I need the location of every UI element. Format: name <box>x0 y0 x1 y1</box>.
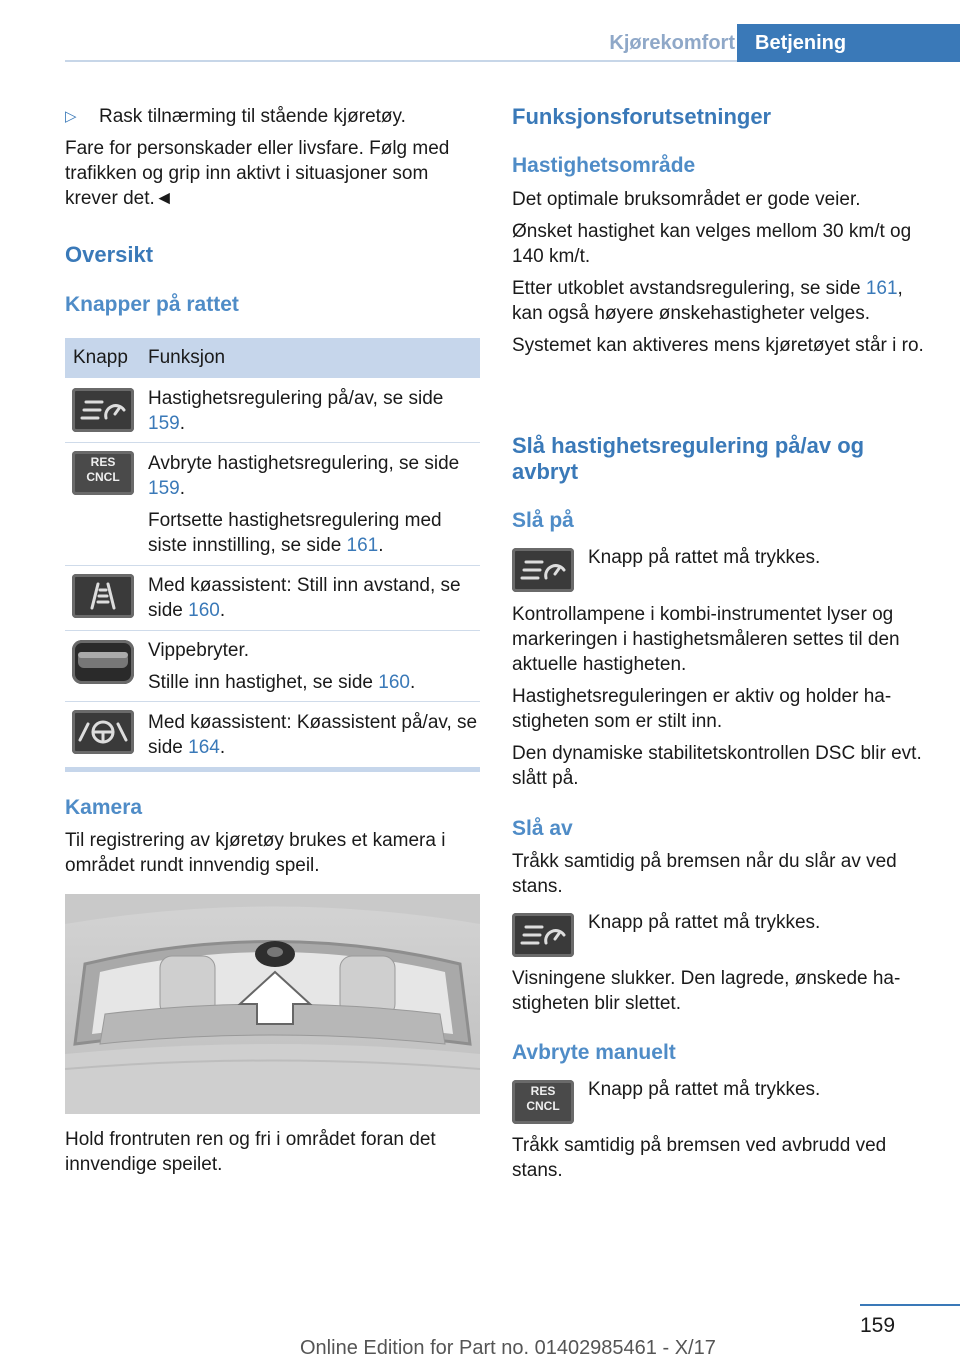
press-instruction: Knapp på rattet må trykkes. <box>588 1079 821 1100</box>
press-instruction: Knapp på rattet må trykkes. <box>588 547 821 568</box>
page-number: 159 <box>860 1314 896 1337</box>
kamera-body: Til registrering av kjøretøy brukes et kamera i området rundt innvendig speil. <box>65 830 446 876</box>
row-divider <box>65 565 480 566</box>
paragraph: Ønsket hastighet kan velges mellom 30 km/t og 140 km/t. <box>512 221 912 267</box>
row-divider <box>65 701 480 702</box>
page-link[interactable]: 164 <box>188 737 220 758</box>
table-row: Hastighetsregulering på/av, se side 159. <box>148 388 444 434</box>
table-row: Med køassistent: Still inn avstand, se side 160. <box>148 575 461 621</box>
paragraph: Etter utkoblet avstandsregulering, se side 161, kan også høyere ønskehastigheter velges. <box>512 278 903 324</box>
distance-icon <box>72 574 134 618</box>
paragraph: Tråkk samtidig på bremsen ved avbrudd ved stans. <box>512 1135 887 1181</box>
warning-body: Fare for personskader eller livsfare. Følg med trafikken og grip inn aktivt i situasjoner som krever det.◄ <box>65 138 450 209</box>
warning-title: Rask tilnærming til stående kjøretøy. <box>99 106 406 127</box>
res-cncl-icon: RES CNCL <box>72 451 134 495</box>
res-cncl-icon: RES CNCL <box>512 1080 574 1124</box>
traffic-jam-assistant-icon <box>72 710 134 754</box>
kamera-caption: Hold frontruten ren og fri i området foran det innvendige speilet. <box>65 1129 436 1175</box>
page-link[interactable]: 160 <box>378 672 410 693</box>
row-divider <box>65 630 480 631</box>
header-active-tab[interactable]: Betjening <box>737 24 960 62</box>
table-row: Vippebryter. Stille inn hastighet, se side 160. <box>148 640 416 693</box>
footer-rule <box>860 1304 960 1306</box>
paragraph: Det optimale bruksområdet er gode veier. <box>512 189 861 210</box>
table-end-rule <box>65 767 480 772</box>
paragraph: Kontrollampene i kombi-instrumentet lyser og markeringen i hastighetsmåleren settes til den aktuelle hastigheten. <box>512 604 900 675</box>
heading-sla-hastighetsregulering: Slå hastighetsregulering på/av og avbryt <box>512 433 865 484</box>
paragraph: Den dynamiske stabilitetskontrollen DSC blir evt. slått på. <box>512 743 922 789</box>
row-divider <box>65 442 480 443</box>
cruise-control-icon <box>512 548 574 592</box>
paragraph: Visningene slukker. Den lagrede, ønskede ha-stigheten blir slettet. <box>512 968 901 1014</box>
paragraph: Systemet kan aktiveres mens kjøretøyet står i ro. <box>512 335 924 356</box>
cruise-control-icon <box>72 388 134 432</box>
page-link[interactable]: 159 <box>148 478 180 499</box>
heading-avbryte-manuelt: Avbryte manuelt <box>512 1041 676 1064</box>
page-link[interactable]: 161 <box>865 278 898 299</box>
press-instruction: Knapp på rattet må trykkes. <box>588 912 821 933</box>
table-header <box>65 338 480 378</box>
heading-kamera: Kamera <box>65 796 143 819</box>
rocker-switch-icon <box>72 640 134 684</box>
header-section-tab[interactable]: Kjørekomfort <box>609 32 735 54</box>
camera-location-image <box>65 894 480 1114</box>
heading-hastighetsomrade: Hastighetsområde <box>512 154 696 177</box>
page-link[interactable]: 159 <box>148 413 180 434</box>
heading-sla-av: Slå av <box>512 817 573 840</box>
table-col-funksjon: Funksjon <box>148 347 226 368</box>
warning-block <box>65 104 480 211</box>
table-row: Avbryte hastighetsregulering, se side 159. Fortsette hastighetsregulering med siste innstilling, se side 161. <box>148 453 460 556</box>
table-row: Med køassistent: Køassistent på/av, se side 164. <box>148 712 478 758</box>
page-link[interactable]: 161 <box>346 535 379 556</box>
cruise-control-icon <box>512 913 574 957</box>
heading-forutsetninger: Funksjonsforutsetninger <box>512 104 772 129</box>
paragraph: Hastighetsreguleringen er aktiv og holder ha-stigheten som er stilt inn. <box>512 686 892 732</box>
warning-bullet-icon: ▷ <box>65 108 77 125</box>
heading-knapper: Knapper på rattet <box>65 293 239 316</box>
right-paragraphs <box>512 187 924 358</box>
edition-text: Online Edition for Part no. 01402985461 - X/17 <box>300 1337 716 1359</box>
heading-oversikt: Oversikt <box>65 242 154 267</box>
paragraph: Tråkk samtidig på bremsen når du slår av ved stans. <box>512 851 897 897</box>
sla-pa-paragraphs <box>512 602 927 791</box>
page-link[interactable]: 160 <box>188 600 220 621</box>
heading-sla-pa: Slå på <box>512 509 574 532</box>
table-col-knapp: Knapp <box>73 347 128 368</box>
